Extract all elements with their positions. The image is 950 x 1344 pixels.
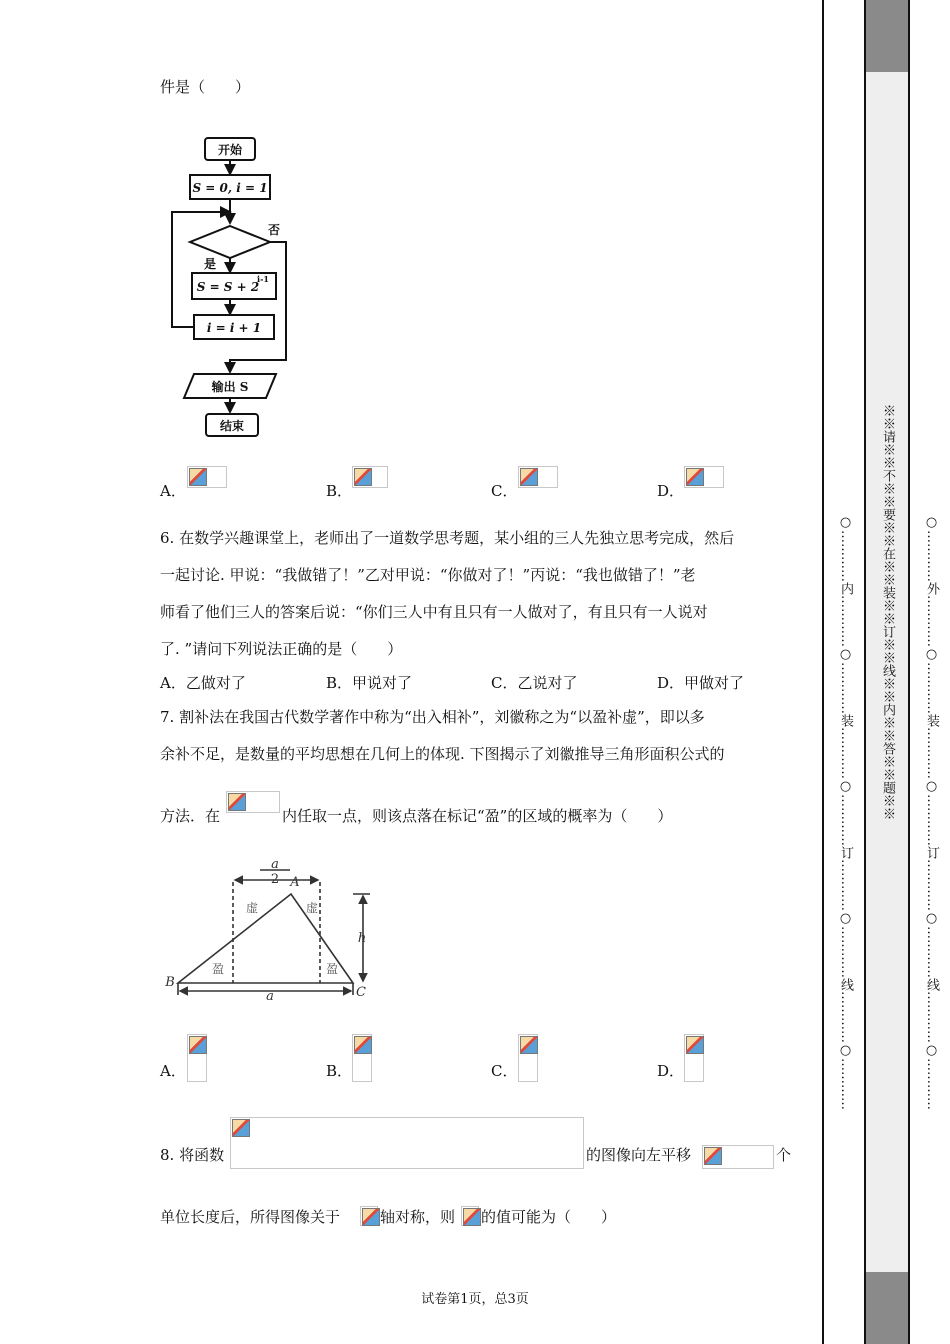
q8-stem-line-1b: 的图像向左平移 (586, 1146, 692, 1164)
margin-inner-seal-line: ○…………内…………○…………装…………○…………订…………○…………线…………○………… (838, 515, 853, 1110)
binding-margin (822, 0, 950, 1344)
q8-stem-line-1a: 8. 将函数 (160, 1146, 225, 1164)
broken-image-icon (520, 1036, 538, 1054)
broken-image-icon (232, 1119, 250, 1137)
flowchart-figure (160, 130, 300, 442)
broken-image-icon (354, 468, 372, 486)
fig-ying-right: 盈 (325, 962, 339, 976)
q7-option-a-image (187, 1034, 207, 1082)
fig-ying-left: 盈 (211, 962, 225, 976)
q7-stem-line-1: 7. 割补法在我国古代数学著作中称为“出入相补”，刘徽称之为“以盈补虚”，即以多 (160, 708, 705, 726)
q7-stem-line-3a: 方法．在 (160, 807, 221, 825)
q7-option-b-image (352, 1034, 372, 1082)
flow-end-label: 结束 (219, 419, 245, 433)
q6-option-a: A．乙做对了 (160, 674, 246, 692)
flow-update-label: S = S + 2 (196, 280, 260, 294)
q8-stem-line-2a: 单位长度后，所得图像关于 (160, 1208, 341, 1226)
warning-strip-bottom-cap (866, 1272, 908, 1344)
q5-option-b-image (352, 466, 388, 488)
flow-no-label: 否 (267, 223, 281, 237)
broken-image-icon (189, 1036, 207, 1054)
q6-option-c: C．乙说对了 (491, 674, 578, 692)
q5-option-b: B． (326, 482, 353, 500)
broken-image-icon (228, 793, 246, 811)
fig-xu-right: 虚 (305, 901, 319, 915)
fig-label-h: h (357, 931, 367, 946)
fig-frac-numerator: a (271, 860, 279, 872)
q5-option-a-image (187, 466, 227, 488)
q6-stem-line-2: 一起讨论. 甲说：“我做错了！”乙对甲说：“你做对了！”丙说：“我也做错了！”老 (160, 566, 696, 584)
warning-strip-top-cap (866, 0, 908, 72)
page-footer: 试卷第1页，总3页 (421, 1292, 529, 1307)
broken-image-icon (686, 468, 704, 486)
q7-option-d: D． (657, 1062, 685, 1080)
flow-init-label: S = 0, i = 1 (192, 181, 268, 195)
q6-option-b: B．甲说对了 (326, 674, 413, 692)
fig-frac-denominator: 2 (270, 872, 280, 887)
broken-image-icon (686, 1036, 704, 1054)
fig-label-c: C (356, 985, 366, 1000)
q7-stem-line-2: 余补不足，是数量的平均思想在几何上的体现. 下图揭示了刘徽推导三角形面积公式的 (160, 745, 725, 763)
q8-stem-line-1c: 个 (776, 1146, 792, 1164)
q7-option-d-image (684, 1034, 704, 1082)
q5-stem-tail: 件是（ ） (160, 78, 251, 96)
broken-image-icon (463, 1208, 481, 1226)
q5-option-c: C． (491, 482, 518, 500)
broken-image-icon (520, 468, 538, 486)
q5-option-d-image (684, 466, 724, 488)
broken-image-icon (704, 1147, 722, 1165)
flow-update-sup: i-1 (257, 274, 269, 284)
q8-stem-line-2b: 轴对称，则 (380, 1208, 456, 1226)
fig-label-b: B (165, 975, 175, 990)
q6-stem-line-4: 了. ”请问下列说法正确的是（ ） (160, 640, 403, 658)
q8-axis-symbol-image (360, 1206, 378, 1226)
q8-param-symbol-image (461, 1206, 479, 1226)
fig-label-a-base: a (266, 989, 274, 1004)
margin-outer-seal-line: ○…………外…………○…………装…………○…………订…………○…………线…………○………… (924, 515, 939, 1110)
q7-option-c-image (518, 1034, 538, 1082)
margin-warning-text: ※※请※※不※※要※※在※※装※※订※※线※※内※※答※※题※※ (880, 404, 895, 820)
q5-option-c-image (518, 466, 558, 488)
q7-stem-line-3b: 内任取一点，则该点落在标记“盈”的区域的概率为（ ） (282, 807, 673, 825)
q8-stem-line-2c: 的值可能为（ ） (481, 1208, 617, 1226)
flow-start-label: 开始 (217, 143, 243, 157)
fig-label-a-vertex: A (290, 875, 300, 890)
flow-incr-label: i = i + 1 (206, 321, 262, 335)
fig-xu-left: 虚 (245, 901, 259, 915)
q6-stem-line-3: 师看了他们三人的答案后说：“你们三人中有且只有一人做对了，有且只有一人说对 (160, 603, 708, 621)
q6-stem-line-1: 6. 在数学兴趣课堂上，老师出了一道数学思考题，某小组的三人先独立思考完成，然后 (160, 529, 735, 547)
broken-image-icon (189, 468, 207, 486)
q6-option-d: D．甲做对了 (657, 674, 745, 692)
flow-decision-diamond (190, 226, 270, 258)
q7-option-c: C． (491, 1062, 518, 1080)
flow-output-label: 输出 S (211, 380, 249, 394)
q7-option-b: B． (326, 1062, 353, 1080)
q8-shift-formula-image (702, 1145, 774, 1169)
triangle-figure (160, 860, 380, 1005)
q7-inline-formula-image (226, 791, 280, 813)
q5-option-d: D． (657, 482, 685, 500)
q7-option-a: A． (160, 1062, 186, 1080)
broken-image-icon (354, 1036, 372, 1054)
broken-image-icon (362, 1208, 380, 1226)
q5-option-a: A． (160, 482, 186, 500)
flow-yes-label: 是 (203, 257, 217, 271)
q8-function-formula-image (230, 1117, 584, 1169)
